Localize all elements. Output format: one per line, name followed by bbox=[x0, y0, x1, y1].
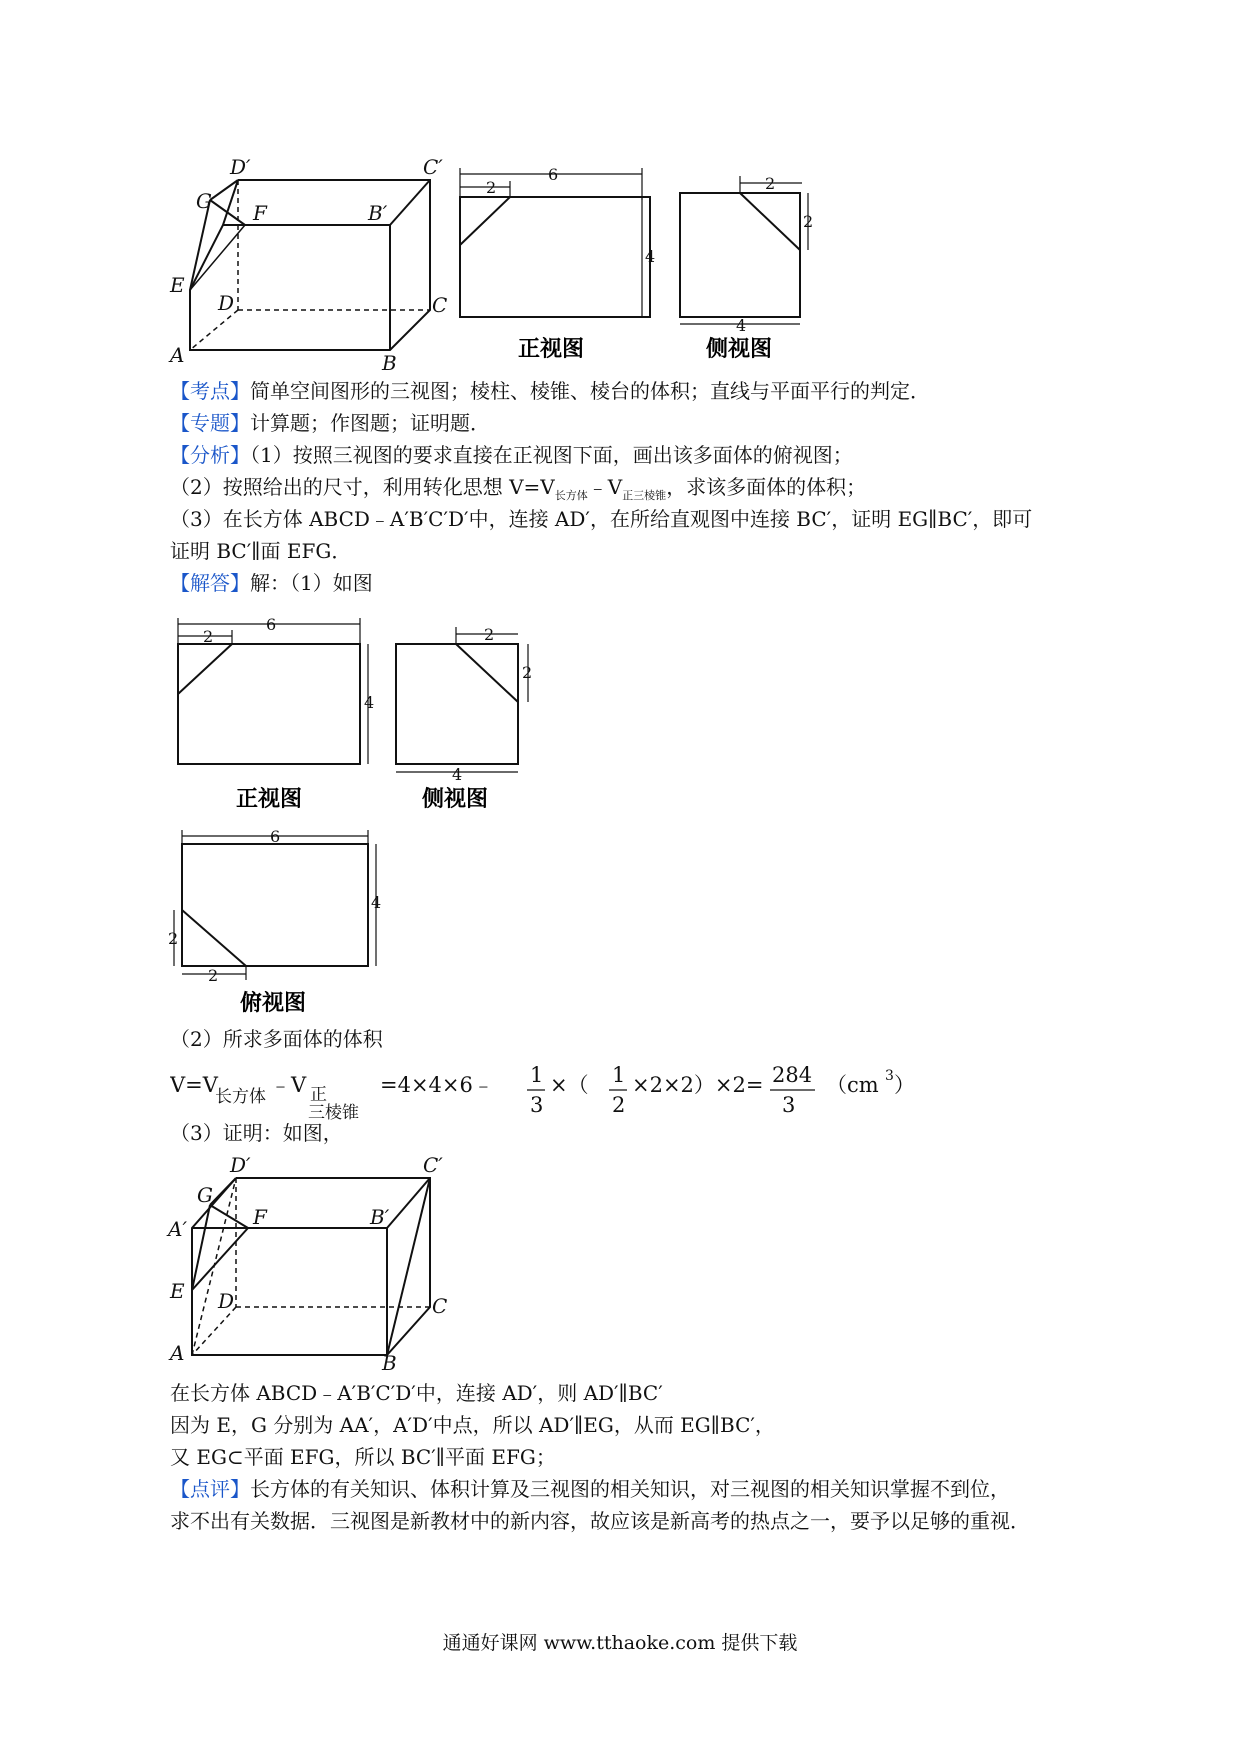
fraction-3-num: 284 bbox=[772, 1063, 813, 1087]
figure-3 bbox=[0, 1150, 520, 1380]
kaodian-line bbox=[170, 376, 930, 406]
label-b: B bbox=[382, 1351, 397, 1375]
formula-expr3: ×2×2）×2= bbox=[632, 1073, 764, 1097]
fenxi-tag: 【分析】 bbox=[170, 443, 250, 467]
label-g: G bbox=[196, 189, 212, 213]
dim-label: 6 bbox=[548, 165, 559, 184]
label-c: C bbox=[432, 293, 448, 317]
fraction-1-num: 1 bbox=[530, 1063, 544, 1087]
proof-line-1: 在长方体 ABCD﹣A′B′C′D′中，连接 AD′，则 AD′∥BC′ bbox=[170, 1381, 663, 1405]
top-view-rect bbox=[182, 844, 368, 966]
kaodian-text: 简单空间图形的三视图；棱柱、棱锥、棱台的体积；直线与平面平行的判定． bbox=[250, 379, 930, 403]
label-c-prime: C′ bbox=[423, 1153, 443, 1177]
label-e: E bbox=[170, 1279, 185, 1303]
zhuanti-tag: 【专题】 bbox=[170, 411, 250, 435]
front-view-caption: 正视图 bbox=[518, 337, 585, 362]
solid-edge bbox=[190, 180, 430, 350]
label-d: D bbox=[218, 291, 235, 315]
formula-sub2b: 三棱锥 bbox=[308, 1103, 359, 1123]
volume-formula bbox=[170, 1062, 930, 1124]
jieda-text: 解：（1）如图 bbox=[250, 571, 373, 595]
dim-label: 6 bbox=[266, 615, 277, 634]
formula-unit-exp: 3 bbox=[885, 1068, 894, 1084]
dianping-line bbox=[170, 1474, 1010, 1504]
front-view-caption: 正视图 bbox=[236, 787, 303, 812]
proof-line-3: 又 EG⊂平面 EFG，所以 BC′∥平面 EFG； bbox=[170, 1445, 556, 1469]
dim-label: 4 bbox=[452, 765, 463, 784]
fenxi-1: （1）按照三视图的要求直接在正视图下面，画出该多面体的俯视图； bbox=[250, 443, 853, 467]
top-view-caption: 俯视图 bbox=[240, 991, 307, 1016]
dim-label: 2 bbox=[203, 627, 214, 646]
dim-label: 6 bbox=[270, 827, 281, 846]
fenxi-line bbox=[170, 440, 853, 470]
formula-unit-close: ） bbox=[894, 1073, 915, 1097]
side-view-rect bbox=[680, 193, 800, 317]
label-d: D bbox=[218, 1289, 235, 1313]
formula-sub2a: 正 bbox=[310, 1085, 327, 1105]
label-f: F bbox=[253, 201, 267, 225]
formula-sub1: 长方体 bbox=[215, 1087, 266, 1107]
dim-label: 2 bbox=[803, 212, 814, 231]
label-e: E bbox=[170, 273, 185, 297]
dianping-2: 求不出有关数据．三视图是新教材中的新内容，故应该是新高考的热点之一，要予以足够的重视． bbox=[170, 1509, 1030, 1533]
fenxi-2-sub2: 正三棱锥 bbox=[622, 489, 667, 502]
front-view-rect bbox=[460, 197, 650, 317]
dianping-1: 长方体的有关知识、体积计算及三视图的相关知识，对三视图的相关知识掌握不到位， bbox=[250, 1477, 1010, 1501]
dim-label: 2 bbox=[168, 929, 179, 948]
fenxi-2a: （2）按照给出的尺寸，利用转化思想 V=V bbox=[170, 475, 555, 499]
footer: 通通好课网 www.tthaoke.com 提供下载 bbox=[442, 1632, 798, 1654]
label-a: A bbox=[170, 1341, 185, 1365]
dim-label: 2 bbox=[484, 625, 495, 644]
zhuanti-line bbox=[170, 408, 490, 438]
jieda-tag: 【解答】 bbox=[170, 571, 250, 595]
label-b-prime: B′ bbox=[368, 201, 388, 225]
formula-expr2: ×（ bbox=[550, 1073, 589, 1097]
fraction-3-den: 3 bbox=[782, 1093, 796, 1117]
proof-line-2: 因为 E，G 分别为 AA′，A′D′中点，所以 AD′∥EG，从而 EG∥BC′， bbox=[170, 1413, 775, 1437]
side-view-rect bbox=[396, 644, 518, 764]
label-b-prime: B′ bbox=[370, 1205, 390, 1229]
fenxi-4: 证明 BC′∥面 EFG． bbox=[170, 539, 352, 563]
dianping-tag: 【点评】 bbox=[170, 1477, 250, 1501]
zhuanti-text: 计算题；作图题；证明题． bbox=[250, 411, 490, 435]
label-c-prime: C′ bbox=[423, 155, 443, 179]
fraction-2-den: 2 bbox=[612, 1093, 626, 1117]
formula-lhs: V=V bbox=[170, 1073, 218, 1097]
dim-label: 2 bbox=[522, 663, 533, 682]
figure-2 bbox=[0, 600, 620, 1020]
kaodian-tag: 【考点】 bbox=[170, 379, 250, 403]
dim-label: 2 bbox=[765, 174, 776, 193]
front-view-rect bbox=[178, 644, 360, 764]
dim-label: 4 bbox=[736, 316, 747, 335]
part-3-heading: （3）证明：如图， bbox=[170, 1121, 343, 1145]
formula-unit: （cm bbox=[826, 1073, 879, 1097]
fenxi-3: （3）在长方体 ABCD﹣A′B′C′D′中，连接 AD′，在所给直观图中连接 BC′，证明 EG∥BC′，即可 bbox=[170, 507, 1033, 531]
segment-bc-prime bbox=[387, 1178, 430, 1355]
fenxi-2-sub1: 长方体 bbox=[554, 489, 588, 502]
dim-label: 2 bbox=[486, 178, 497, 197]
dim-label: 4 bbox=[371, 893, 382, 912]
dim-label: 4 bbox=[645, 247, 656, 266]
formula-expr1: =4×4×6﹣ bbox=[380, 1073, 494, 1097]
part-2-heading: （2）所求多面体的体积 bbox=[170, 1027, 383, 1051]
fraction-1-den: 3 bbox=[530, 1093, 544, 1117]
fraction-2-num: 1 bbox=[612, 1063, 626, 1087]
formula-minus: ﹣V bbox=[270, 1073, 307, 1097]
figure-1 bbox=[0, 0, 1240, 380]
jieda-line bbox=[170, 568, 373, 598]
dim-label: 4 bbox=[364, 693, 375, 712]
side-view-caption: 侧视图 bbox=[706, 337, 773, 362]
label-f: F bbox=[253, 1205, 267, 1229]
fenxi-2b: ﹣V bbox=[587, 475, 623, 499]
label-a-prime: A′ bbox=[168, 1217, 187, 1241]
label-b: B bbox=[382, 351, 397, 375]
label-d-prime: D′ bbox=[230, 1153, 251, 1177]
label-c: C bbox=[432, 1294, 448, 1318]
dim-label: 2 bbox=[208, 966, 219, 985]
label-d-prime: D′ bbox=[230, 155, 251, 179]
side-view-caption: 侧视图 bbox=[422, 787, 489, 812]
fenxi-2c: ，求该多面体的体积； bbox=[666, 475, 867, 499]
label-g: G bbox=[197, 1183, 213, 1207]
label-a: A bbox=[170, 343, 185, 367]
